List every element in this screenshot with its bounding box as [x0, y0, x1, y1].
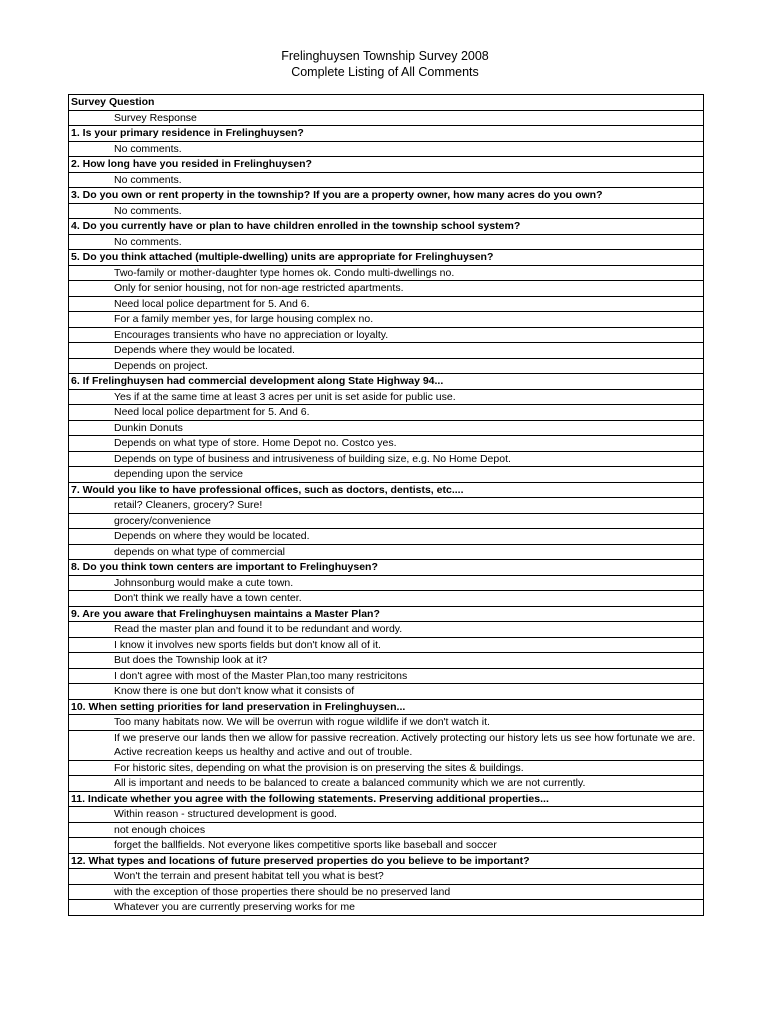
question-row: Survey Question: [69, 95, 703, 111]
question-row: 1. Is your primary residence in Frelinghuysen?: [69, 126, 703, 142]
response-row: with the exception of those properties there should be no preserved land: [69, 885, 703, 901]
response-row: I know it involves new sports fields but don't know all of it.: [69, 638, 703, 654]
response-row: Don't think we really have a town center.: [69, 591, 703, 607]
response-row: depends on what type of commercial: [69, 545, 703, 561]
response-row: Only for senior housing, not for non-age restricted apartments.: [69, 281, 703, 297]
response-row: Whatever you are currently preserving works for me: [114, 901, 356, 913]
response-row: Know there is one but don't know what it consists of: [69, 684, 703, 700]
question-row: 7. Would you like to have professional offices, such as doctors, dentists, etc....: [69, 483, 703, 499]
response-row: I don't agree with most of the Master Plan,too many restricitons: [69, 669, 703, 685]
response-row: Dunkin Donuts: [69, 421, 703, 437]
comments-table: [68, 94, 704, 916]
response-row: Won't the terrain and present habitat tell you what is best?: [69, 869, 703, 885]
response-row: Survey Response: [69, 111, 703, 127]
question-row: 9. Are you aware that Frelinghuysen maintains a Master Plan?: [69, 607, 703, 623]
response-row: No comments.: [69, 142, 703, 158]
response-row: Need local police department for 5. And 6.: [69, 405, 703, 421]
response-row: forget the ballfields. Not everyone likes competitive sports like baseball and soccer: [69, 838, 703, 854]
response-row: Yes if at the same time at least 3 acres per unit is set aside for public use.: [69, 390, 703, 406]
response-row: depending upon the service: [69, 467, 703, 483]
response-row: If we preserve our lands then we allow for passive recreation. Actively protecting our history lets us see how fortunate we are. Active recreation keeps us healthy and active and out of trouble.: [69, 731, 703, 761]
response-row: Johnsonburg would make a cute town.: [69, 576, 703, 592]
question-row: 3. Do you own or rent property in the township? If you are a property owner, how many acres do you own?: [69, 188, 703, 204]
response-row: retail? Cleaners, grocery? Sure!: [69, 498, 703, 514]
question-row: 4. Do you currently have or plan to have children enrolled in the township school system?: [69, 219, 703, 235]
response-row: Need local police department for 5. And 6.: [69, 297, 703, 313]
response-row: No comments.: [69, 235, 703, 251]
response-row: For a family member yes, for large housing complex no.: [69, 312, 703, 328]
response-row: Depends on type of business and intrusiveness of building size, e.g. No Home Depot.: [69, 452, 703, 468]
question-row: 6. If Frelinghuysen had commercial development along State Highway 94...: [69, 374, 703, 390]
question-row: 10. When setting priorities for land preservation in Frelinghuysen...: [69, 700, 703, 716]
response-row: Depends on what type of store. Home Depot no. Costco yes.: [69, 436, 703, 452]
response-row: All is important and needs to be balanced to create a balanced community which we are not currently.: [69, 776, 703, 792]
question-row: 8. Do you think town centers are important to Frelinghuysen?: [69, 560, 703, 576]
question-row: 12. What types and locations of future preserved properties do you believe to be important?: [69, 854, 703, 870]
response-row: No comments.: [69, 173, 703, 189]
question-row: 2. How long have you resided in Frelinghuysen?: [69, 157, 703, 173]
response-row: grocery/convenience: [69, 514, 703, 530]
response-row: Depends where they would be located.: [69, 343, 703, 359]
response-row: For historic sites, depending on what the provision is on preserving the sites & buildings.: [69, 761, 703, 777]
response-row: not enough choices: [69, 823, 703, 839]
document-subtitle: Complete Listing of All Comments: [291, 65, 479, 79]
response-row: Read the master plan and found it to be redundant and wordy.: [69, 622, 703, 638]
response-row: Within reason - structured development is good.: [69, 807, 703, 823]
response-row: But does the Township look at it?: [69, 653, 703, 669]
question-row: 5. Do you think attached (multiple-dwelling) units are appropriate for Frelinghuysen?: [69, 250, 703, 266]
response-row: Depends on where they would be located.: [69, 529, 703, 545]
response-row: Depends on project.: [69, 359, 703, 375]
response-row: No comments.: [69, 204, 703, 220]
response-row: Too many habitats now. We will be overrun with rogue wildlife if we don't watch it.: [69, 715, 703, 731]
response-row: Two-family or mother-daughter type homes ok. Condo multi-dwellings no.: [69, 266, 703, 282]
document-title: Frelinghuysen Township Survey 2008: [281, 49, 489, 63]
response-row: Encourages transients who have no appreciation or loyalty.: [69, 328, 703, 344]
question-row: 11. Indicate whether you agree with the following statements. Preserving additional properties...: [69, 792, 703, 808]
